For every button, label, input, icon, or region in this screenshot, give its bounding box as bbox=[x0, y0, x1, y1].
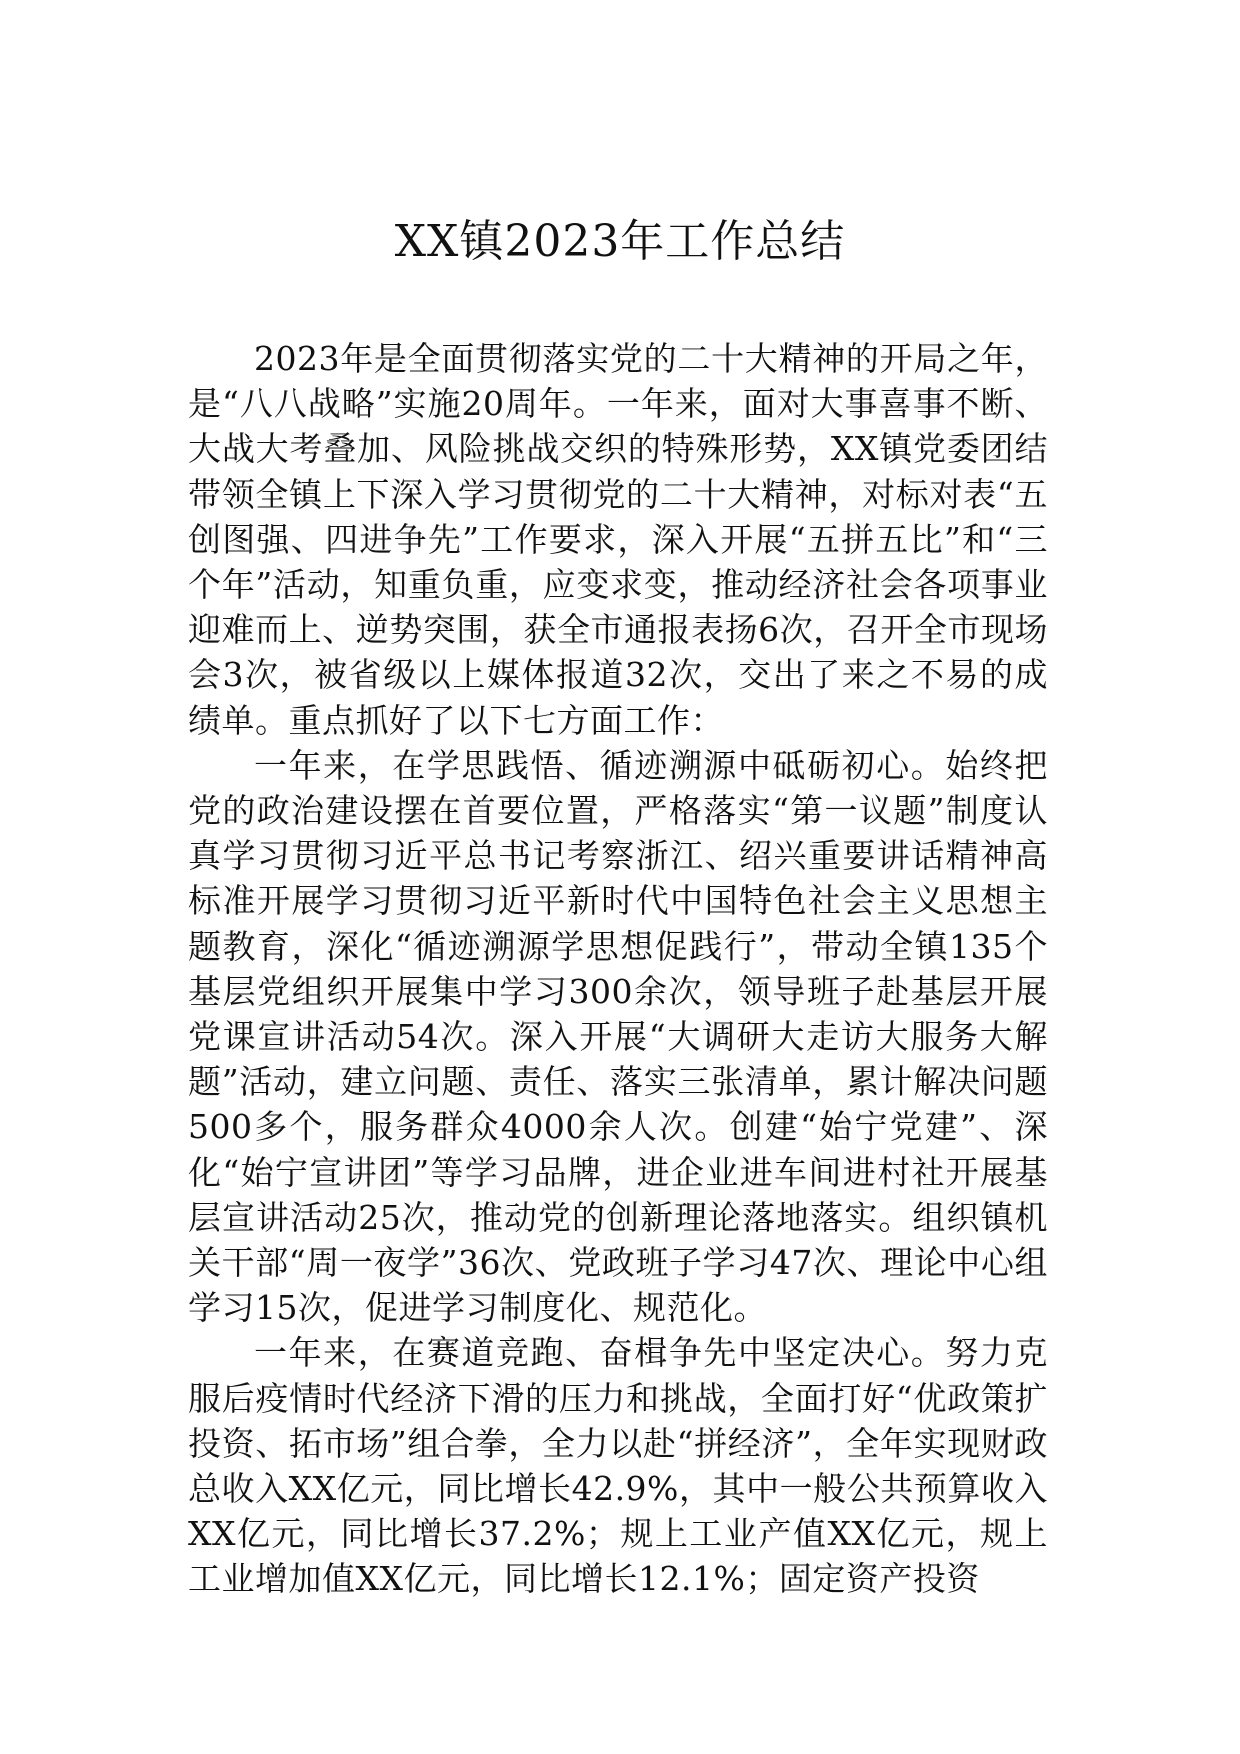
document-title: XX镇2023年工作总结 bbox=[394, 216, 846, 267]
paragraph-party-building: 一年来，在学思践悟、循迹溯源中砥砺初心。始终把党的政治建设摆在首要位置，严格落实“第一议题”制度认真学习贯彻习近平总书记考察浙江、绍兴重要讲话精神高标准开展学习贯彻习近平新时代中国特色社会主义思想主题教育，深化“循迹溯源学思想促践行”，带动全镇135个基层党组织开展集中学习300余次，领导班子赴基层开展党课宣讲活动54次。深入开展“大调研大走访大服务大解题”活动，建立问题、责任、落实三张清单，累计解决问题500多个，服务群众4000余人次。创建“始宁党建”、深化“始宁宣讲团”等学习品牌，进企业进车间进村社开展基层宣讲活动25次，推动党的创新理论落地落实。组织镇机关干部“周一夜学”36次、党政班子学习47次、理论中心组学习15次，促进学习制度化、规范化。 bbox=[188, 745, 1048, 1328]
paragraph-intro: 2023年是全面贯彻落实党的二十大精神的开局之年，是“八八战略”实施20周年。一年来，面对大事喜事不断、大战大考叠加、风险挑战交织的特殊形势，XX镇党委团结带领全镇上下深入学习贯彻党的二十大精神，对标对表“五创图强、四进争先”工作要求，深入开展“五拼五比”和“三个年”活动，知重负重，应变求变，推动经济社会各项事业迎难而上、逆势突围，获全市通报表扬6次，召开全市现场会3次，被省级以上媒体报道32次，交出了来之不易的成绩单。重点抓好了以下七方面工作： bbox=[188, 339, 1048, 740]
paragraph-economy: 一年来，在赛道竞跑、奋楫争先中坚定决心。努力克服后疫情时代经济下滑的压力和挑战，全面打好“优政策扩投资、拓市场”组合拳，全力以赴“拼经济”，全年实现财政总收入XX亿元，同比增长42.9%，其中一般公共预算收入XX亿元，同比增长37.2%；规上工业产值XX亿元，规上工业增加值XX亿元，同比增长12.1%；固定资产投资 bbox=[188, 1333, 1048, 1599]
document-body bbox=[188, 336, 1048, 1602]
